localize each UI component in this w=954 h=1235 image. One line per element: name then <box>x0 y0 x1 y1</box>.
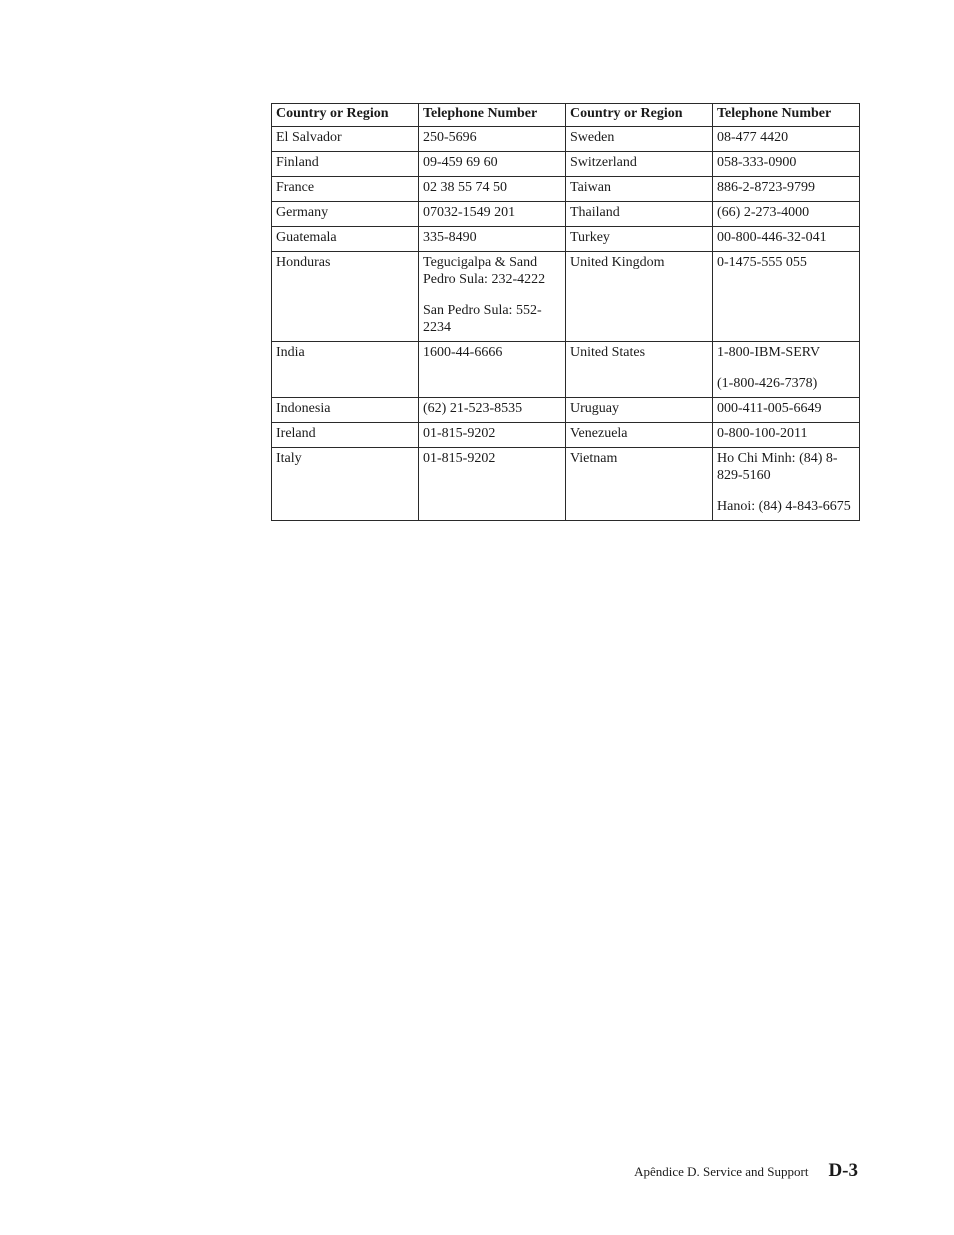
telephone-cell <box>713 227 860 252</box>
telephone-cell <box>419 202 566 227</box>
cell-text: Tegucigalpa & Sand Pedro Sula: 232-4222 <box>423 255 546 287</box>
cell-text: 0-1475-555 055 <box>717 255 807 270</box>
cell-text: (66) 2-273-4000 <box>717 205 810 220</box>
country-cell <box>272 398 419 423</box>
cell-text: 09-459 69 60 <box>423 155 498 170</box>
cell-text: 0-800-100-2011 <box>717 426 808 441</box>
cell-text: Uruguay <box>570 401 619 416</box>
telephone-cell <box>419 398 566 423</box>
cell-text: Turkey <box>570 230 610 245</box>
cell-text: 886-2-8723-9799 <box>717 180 815 195</box>
country-cell <box>566 398 713 423</box>
telephone-cell <box>713 398 860 423</box>
telephone-cell <box>419 448 566 521</box>
cell-text: 335-8490 <box>423 230 477 245</box>
table-row <box>272 252 860 342</box>
telephone-cell <box>713 448 860 521</box>
table-row <box>272 448 860 521</box>
country-cell <box>566 448 713 521</box>
cell-text: Indonesia <box>276 401 331 416</box>
cell-text: 250-5696 <box>423 130 477 145</box>
cell-text: San Pedro Sula: 552-2234 <box>423 303 542 335</box>
telephone-cell <box>419 423 566 448</box>
header-telephone-1: Telephone Number <box>419 104 566 127</box>
telephone-cell <box>713 127 860 152</box>
page-number: D-3 <box>828 1160 858 1181</box>
cell-text: United States <box>570 345 646 360</box>
cell-text: India <box>276 345 305 360</box>
telephone-cell <box>419 152 566 177</box>
telephone-cell <box>419 127 566 152</box>
cell-text: 07032-1549 201 <box>423 205 516 220</box>
table-header-row <box>272 104 860 127</box>
cell-text: El Salvador <box>276 130 342 145</box>
cell-text: Sweden <box>570 130 615 145</box>
table-row <box>272 227 860 252</box>
cell-text: Taiwan <box>570 180 612 195</box>
table-row <box>272 202 860 227</box>
country-cell <box>566 152 713 177</box>
cell-text: Ireland <box>276 426 316 441</box>
cell-text: 1-800-IBM-SERV <box>717 345 821 360</box>
telephone-cell <box>713 252 860 342</box>
cell-text: (62) 21-523-8535 <box>423 401 523 416</box>
cell-text: Italy <box>276 451 302 466</box>
country-cell <box>272 202 419 227</box>
country-cell <box>272 342 419 398</box>
country-cell <box>566 423 713 448</box>
cell-text: Hanoi: (84) 4-843-6675 <box>717 499 851 514</box>
table-row <box>272 152 860 177</box>
telephone-cell <box>713 423 860 448</box>
header-country-1: Country or Region <box>272 104 419 127</box>
cell-text: 02 38 55 74 50 <box>423 180 507 195</box>
page-footer <box>634 1160 858 1182</box>
telephone-cell <box>713 342 860 398</box>
country-cell <box>272 448 419 521</box>
country-cell <box>272 127 419 152</box>
country-cell <box>272 252 419 342</box>
cell-text: Guatemala <box>276 230 337 245</box>
cell-text: Finland <box>276 155 319 170</box>
telephone-table <box>271 103 860 521</box>
table-row <box>272 342 860 398</box>
country-cell <box>566 202 713 227</box>
cell-text: France <box>276 180 315 195</box>
cell-text: 00-800-446-32-041 <box>717 230 827 245</box>
country-cell <box>566 227 713 252</box>
cell-text: 1600-44-6666 <box>423 345 503 360</box>
country-cell <box>566 252 713 342</box>
telephone-cell <box>419 252 566 342</box>
cell-text: 01-815-9202 <box>423 451 496 466</box>
cell-text: United Kingdom <box>570 255 665 270</box>
cell-text: 058-333-0900 <box>717 155 797 170</box>
country-cell <box>272 423 419 448</box>
country-cell <box>566 127 713 152</box>
country-cell <box>272 152 419 177</box>
table-row <box>272 127 860 152</box>
header-telephone-2: Telephone Number <box>713 104 860 127</box>
cell-text: 01-815-9202 <box>423 426 496 441</box>
telephone-cell <box>713 177 860 202</box>
cell-text: Honduras <box>276 255 331 270</box>
country-cell <box>272 177 419 202</box>
telephone-cell <box>419 342 566 398</box>
cell-text: Ho Chi Minh: (84) 8-829-5160 <box>717 451 838 483</box>
telephone-cell <box>419 227 566 252</box>
header-country-2: Country or Region <box>566 104 713 127</box>
footer-chapter-title: Apêndice D. Service and Support <box>634 1164 809 1179</box>
telephone-cell <box>713 152 860 177</box>
table-row <box>272 423 860 448</box>
cell-text: Germany <box>276 205 329 220</box>
table-body <box>272 127 860 521</box>
cell-text: 000-411-005-6649 <box>717 401 822 416</box>
cell-text: Switzerland <box>570 155 637 170</box>
table-row <box>272 398 860 423</box>
cell-text: (1-800-426-7378) <box>717 376 818 391</box>
cell-text: Venezuela <box>570 426 628 441</box>
telephone-cell <box>419 177 566 202</box>
telephone-cell <box>713 202 860 227</box>
cell-text: Thailand <box>570 205 620 220</box>
table-row <box>272 177 860 202</box>
cell-text: Vietnam <box>570 451 618 466</box>
country-cell <box>566 177 713 202</box>
country-cell <box>272 227 419 252</box>
cell-text: 08-477 4420 <box>717 130 789 145</box>
country-cell <box>566 342 713 398</box>
